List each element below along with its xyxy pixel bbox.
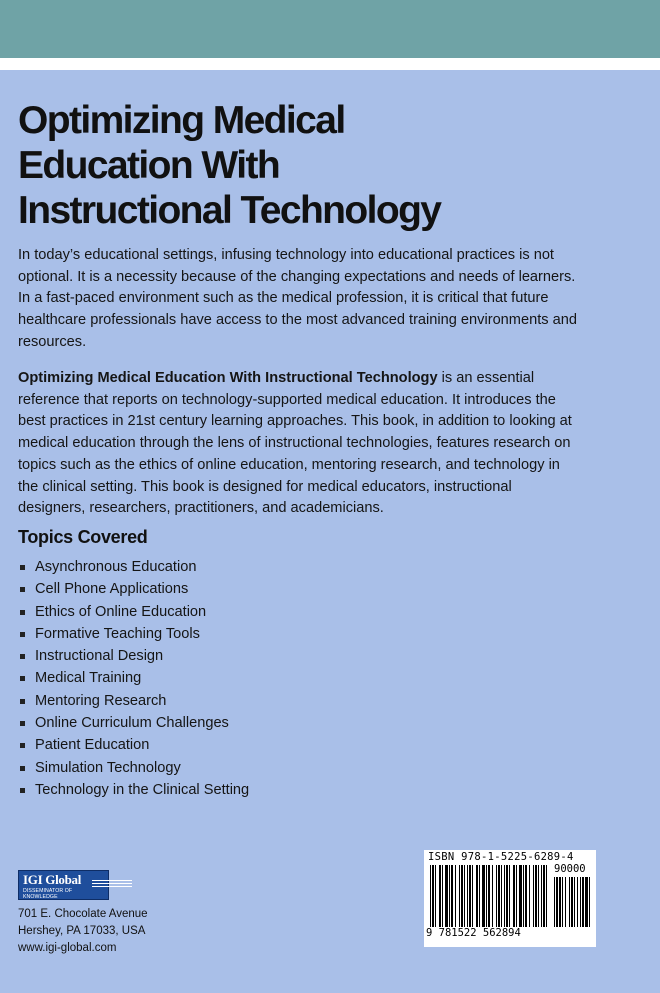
publisher-address [18, 906, 148, 956]
price-code: 90000 [554, 863, 586, 875]
topic-item [18, 712, 249, 734]
addon-barcode-bars-icon [554, 877, 592, 927]
topics-list [18, 556, 249, 801]
address-city: Hershey, PA 17033, USA [18, 924, 146, 937]
topic-label: Instructional Design [35, 648, 164, 665]
bullet-square-icon [20, 610, 25, 615]
topic-label: Simulation Technology [35, 759, 181, 776]
topic-label: Cell Phone Applications [35, 581, 189, 598]
topic-item [18, 623, 249, 645]
logo-tagline: DISSEMINATOR OF KNOWLEDGE [23, 888, 73, 900]
isbn-barcode [424, 850, 596, 947]
topic-label: Medical Training [35, 670, 142, 687]
topic-item [18, 734, 249, 756]
topic-label: Formative Teaching Tools [35, 625, 200, 642]
title-line-3: Instructional Technology [18, 189, 441, 232]
topic-label: Ethics of Online Education [35, 603, 207, 620]
bullet-square-icon [20, 654, 25, 659]
description-paragraph-2-text: is an essential reference that reports on technology-supported medical education. It introduces the best practices in 21st century learning approaches. This book, in addition to looking at medical education through the lens of instructional technologies, features research on topics such as the ethics of online education, mentoring research, and technology in the clinical setting. This book is designed for medical educators, instructional designers, researchers, practitioners, and academicians. [18, 370, 572, 517]
topic-label: Asynchronous Education [35, 559, 197, 575]
book-title-inline: Optimizing Medical Education With Instructional Technology [18, 370, 438, 386]
bullet-square-icon [20, 632, 25, 637]
topic-label: Mentoring Research [35, 692, 167, 709]
topic-item [18, 645, 249, 667]
topic-label: Online Curriculum Challenges [35, 715, 229, 732]
title-line-2: Education With [18, 144, 280, 187]
logo-name: IGI Global [23, 872, 82, 887]
bullet-square-icon [20, 587, 25, 592]
isbn-number: ISBN 978-1-5225-6289-4 [428, 851, 574, 863]
book-title [18, 98, 618, 233]
bullet-square-icon [20, 788, 25, 793]
barcode-bars-icon [430, 865, 548, 927]
bullet-square-icon [20, 743, 25, 748]
white-stripe [0, 58, 660, 70]
publisher-website: www.igi-global.com [18, 941, 117, 954]
top-color-band [0, 0, 660, 58]
topic-item [18, 667, 249, 689]
title-line-1: Optimizing Medical [18, 99, 345, 142]
topic-label: Patient Education [35, 737, 150, 754]
description-paragraph-1: In today’s educational settings, infusing technology into educational practices is not optional. It is a necessity because of the changing expectations and needs of learners. In a fast-paced environment such as the medical profession, it is critical that future healthcare professionals have access to the most advanced training environments and resources. [18, 247, 577, 350]
topic-item [18, 556, 249, 578]
bullet-square-icon [20, 676, 25, 681]
topics-heading: Topics Covered [18, 527, 148, 547]
bullet-square-icon [20, 766, 25, 771]
topic-item [18, 779, 249, 801]
logo-swoosh-lines [92, 880, 132, 890]
topic-item [18, 690, 249, 712]
description-paragraph-2 [18, 368, 578, 520]
bullet-square-icon [20, 565, 25, 570]
topic-item [18, 578, 249, 600]
topic-item [18, 601, 249, 623]
topic-item [18, 757, 249, 779]
ean-digits: 9 781522 562894 [426, 927, 521, 939]
address-street: 701 E. Chocolate Avenue [18, 908, 148, 920]
bullet-square-icon [20, 721, 25, 726]
bullet-square-icon [20, 699, 25, 704]
topic-label: Technology in the Clinical Setting [35, 781, 250, 798]
